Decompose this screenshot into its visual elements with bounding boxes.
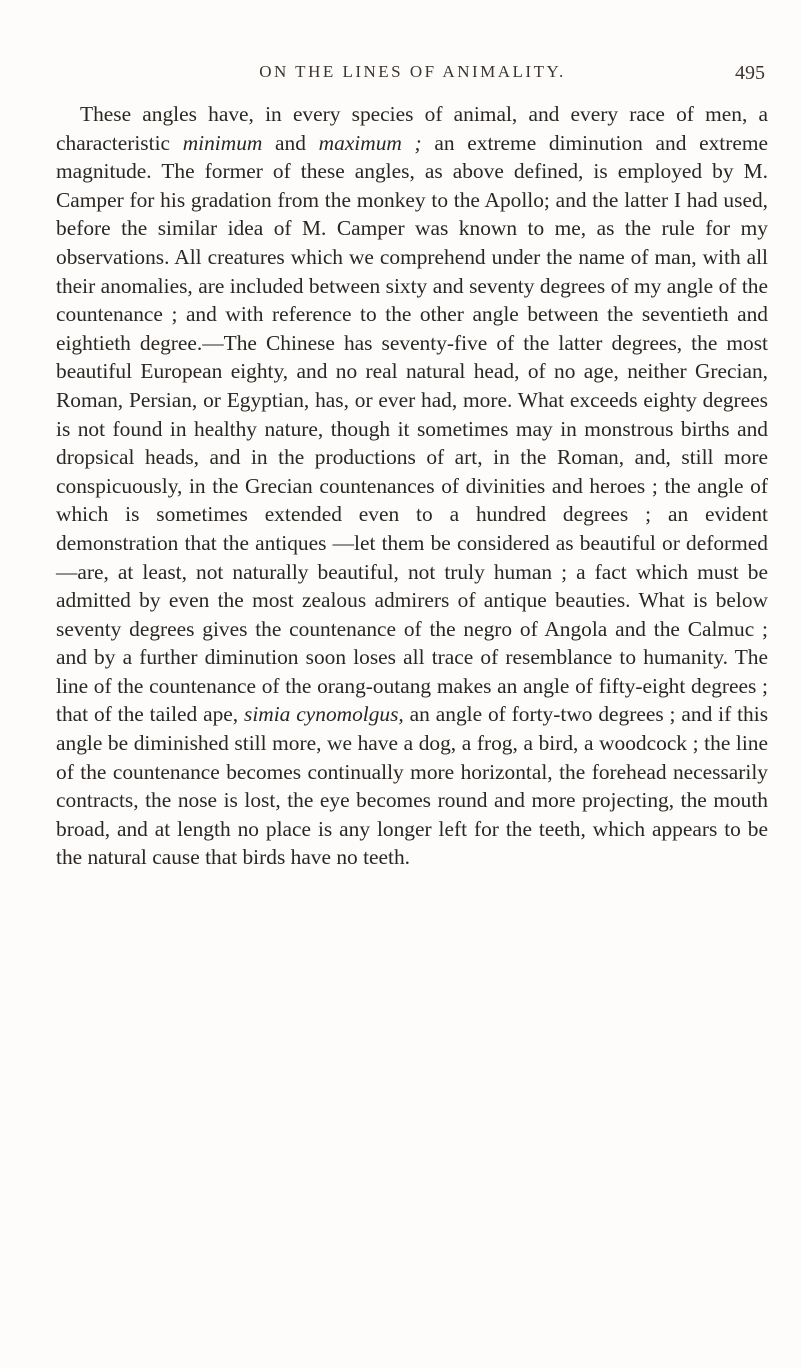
paragraph-text-2: and	[262, 130, 319, 155]
page-number: 495	[735, 62, 765, 84]
running-title: ON THE LINES OF ANIMALITY.	[259, 62, 566, 81]
italic-term-maximum: maximum ;	[318, 130, 422, 155]
italic-term-simia-cynomolgus: simia cynomolgus,	[244, 702, 404, 727]
running-head	[60, 62, 765, 92]
paragraph-text-4: an angle of forty-two degrees ; and if this angle be diminished still more, we have a dog, a frog, a bird, a woodcock ; the line of the countenance becomes continually more horizontal, the forehead necessarily contracts, the nose is lost, the eye becomes round and more projecting, the mouth broad, and at length no place is any longer left for the teeth, which appears to be the natural cause that birds have no teeth.	[56, 702, 769, 870]
italic-term-minimum: minimum	[182, 130, 263, 155]
body-paragraph	[56, 100, 768, 872]
paragraph-text-1: These angles have, in every species of animal, and every race of men, a characteristic	[56, 102, 768, 155]
paragraph-text-3: an extreme diminution and extreme magnitude. The former of these angles, as above defined, is employed by M. Camper for his gradation from the monkey to the Apollo; and the latter I had used, before the similar idea of M. Camper was known to me, as the rule for my observations. All creatures which we comprehend under the name of man, with all their anomalies, are included between sixty and seventy degrees of my angle of the countenance ; and with reference to the other angle between the seventieth and eightieth degree.—The Chinese has seventy-five of the latter degrees, the most beautiful European eighty, and no real natural head, of no age, neither Grecian, Roman, Persian, or Egyptian, has, or ever had, more. What exceeds eighty degrees is not found in healthy nature, though it sometimes may in monstrous births and dropsical heads, and in the productions of art, in the Roman, and, still more conspicuously, in the Grecian countenances of divinities and heroes ; the angle of which is sometimes extended even to a hundred degrees ; an evident demonstration that the antiques —let them be considered as beautiful or deformed—are, at least, not naturally beautiful, not truly human ; a fact which must be admitted by even the most zealous admirers of antique beauties. What is below seventy degrees gives the countenance of the negro of Angola and the Calmuc ; and by a further diminution soon loses all trace of resemblance to humanity. The line of the countenance of the orang-outang makes an angle of fifty-eight degrees ; that of the tailed ape,	[56, 130, 768, 727]
